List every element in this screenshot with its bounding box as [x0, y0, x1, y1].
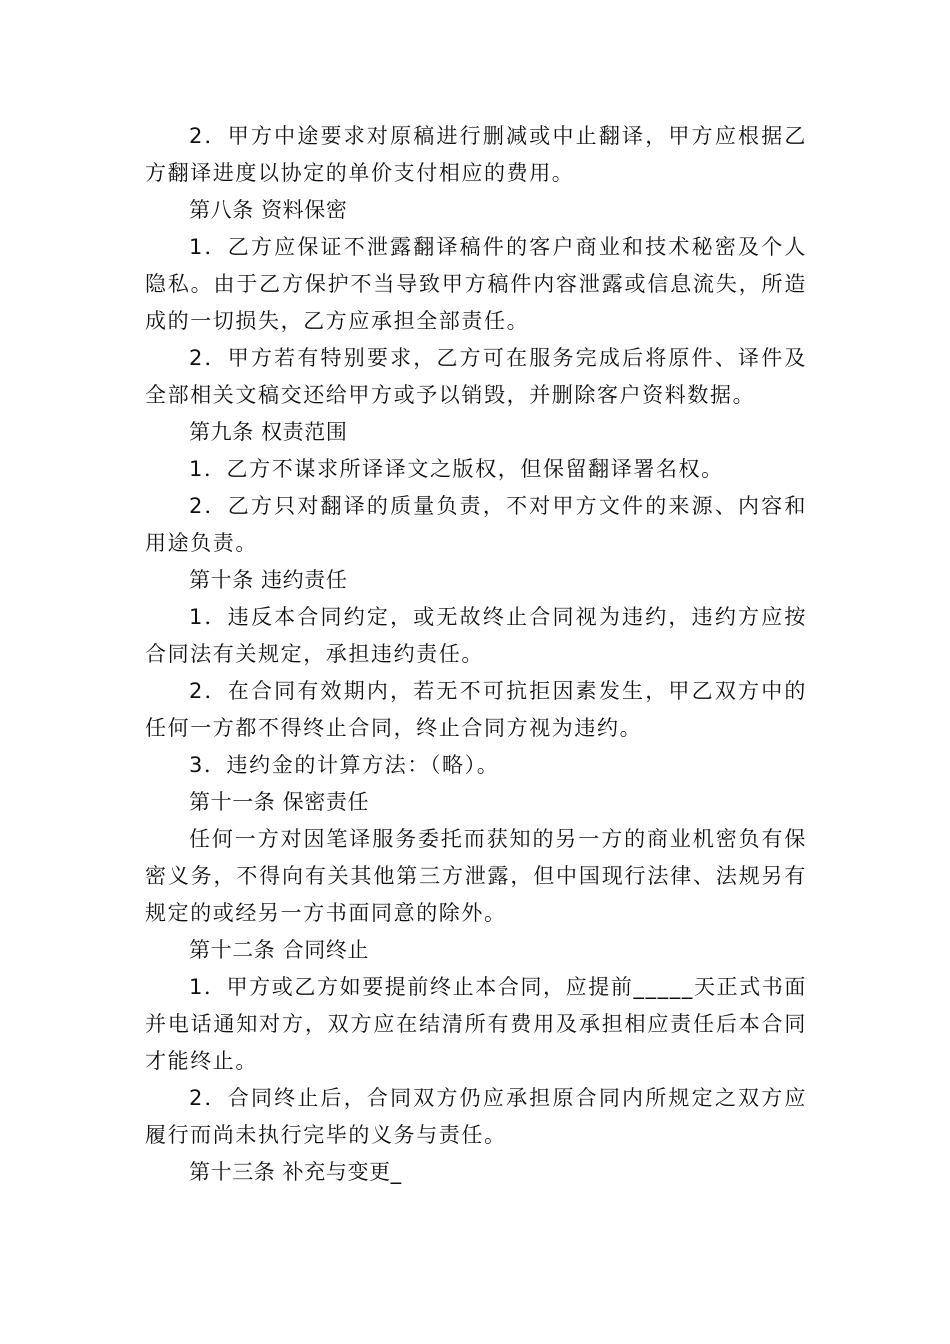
- document-body: [145, 118, 807, 1191]
- article-13-heading: 第十三条 补充与变更_: [189, 1160, 402, 1184]
- clause-9-item-1: 1．乙方不谋求所译译文之版权，但保留翻译署名权。: [189, 457, 724, 481]
- clause-12-item-2: 2．合同终止后，合同双方仍应承担原合同内所规定之双方应履行而尚未执行完毕的义务与责任。: [145, 1086, 807, 1147]
- clause-12-item-1: 1．甲方或乙方如要提前终止本合同，应提前_____天正式书面并电话通知对方，双方应在结清所有费用及承担相应责任后本合同才能终止。: [145, 975, 807, 1073]
- clause-10-item-3: 3．违约金的计算方法：（略）。: [189, 753, 500, 777]
- article-8-heading: 第八条 资料保密: [189, 198, 348, 222]
- clause-10-item-1: 1．违反本合同约定，或无故终止合同视为违约，违约方应按合同法有关规定，承担违约责任。: [145, 605, 807, 666]
- article-9-heading: 第九条 权责范围: [189, 420, 348, 444]
- clause-7-item-2: 2．甲方中途要求对原稿进行删减或中止翻译，甲方应根据乙方翻译进度以协定的单价支付相应的费用。: [145, 124, 807, 185]
- clause-8-item-2: 2．甲方若有特别要求，乙方可在服务完成后将原件、译件及全部相关文稿交还给甲方或予以销毁，并删除客户资料数据。: [145, 346, 807, 407]
- article-12-heading: 第十二条 合同终止: [189, 938, 370, 962]
- clause-10-item-2: 2．在合同有效期内，若无不可抗拒因素发生，甲乙双方中的任何一方都不得终止合同，终止合同方视为违约。: [145, 679, 807, 740]
- clause-11-body: 任何一方对因笔译服务委托而获知的另一方的商业机密负有保密义务，不得向有关其他第三方泄露，但中国现行法律、法规另有规定的或经另一方书面同意的除外。: [145, 827, 807, 925]
- article-11-heading: 第十一条 保密责任: [189, 790, 370, 814]
- clause-9-item-2: 2．乙方只对翻译的质量负责，不对甲方文件的来源、内容和用途负责。: [145, 494, 807, 555]
- article-10-heading: 第十条 违约责任: [189, 568, 348, 592]
- clause-8-item-1: 1．乙方应保证不泄露翻译稿件的客户商业和技术秘密及个人隐私。由于乙方保护不当导致甲方稿件内容泄露或信息流失，所造成的一切损失，乙方应承担全部责任。: [145, 235, 807, 333]
